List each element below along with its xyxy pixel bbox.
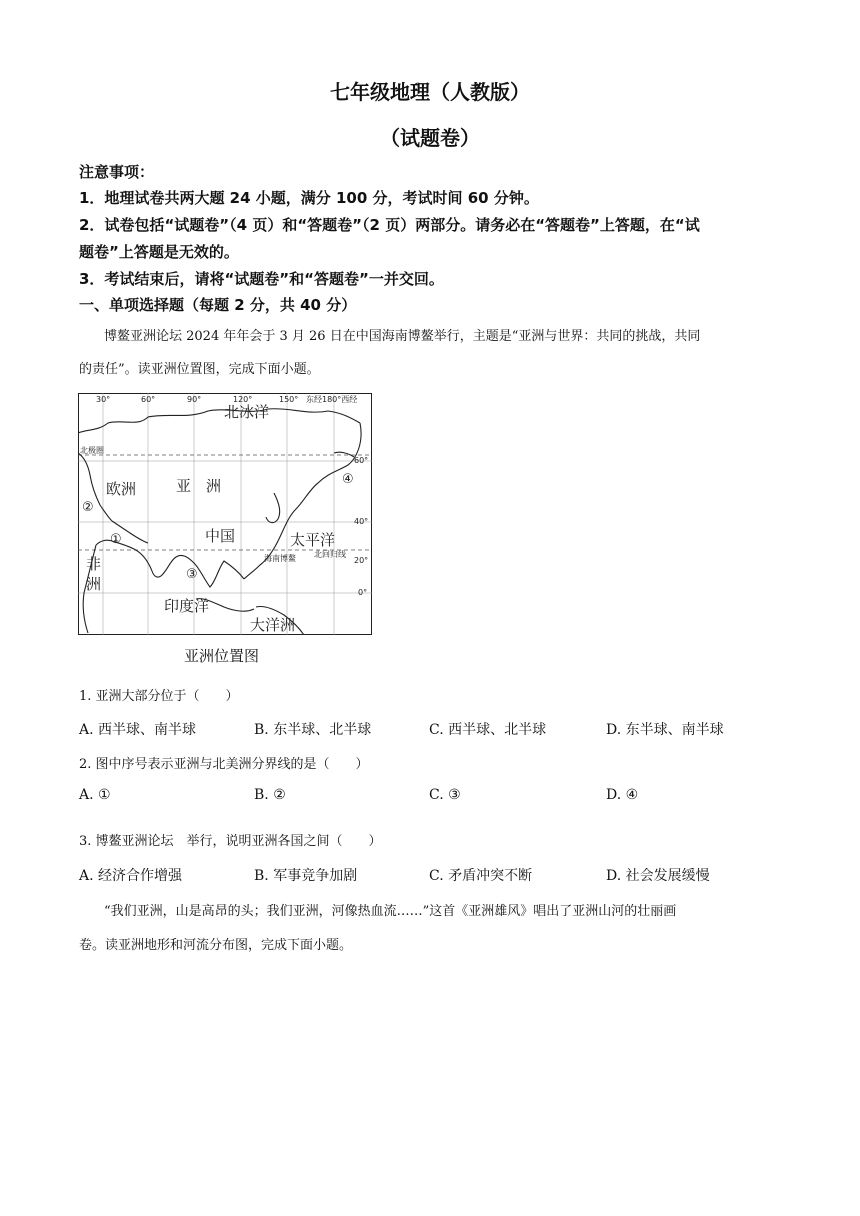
asia-label: 亚 洲	[176, 477, 222, 495]
oceania-label: 大洋洲	[250, 616, 296, 634]
marker-1: ①	[110, 532, 122, 547]
passage-text: 卷。读亚洲地形和河流分布图，完成下面小题。	[79, 938, 353, 953]
option-c: C. ③	[429, 787, 461, 803]
page-title: 七年级地理（人教版）	[330, 80, 530, 104]
asia-location-map	[78, 393, 372, 635]
arctic-ocean-label: 北冰洋	[224, 403, 270, 421]
note-item: 2．试卷包括“试题卷”（4 页）和“答题卷”（2 页）两部分。请务必在“答题卷”上答题，在“试	[79, 216, 700, 234]
page-subtitle: （试题卷）	[380, 126, 480, 150]
option-d: D. 社会发展缓慢	[606, 868, 710, 884]
marker-4: ④	[342, 472, 354, 487]
option-a: A. 西半球、南半球	[79, 722, 197, 738]
intro-text: 的责任”。读亚洲位置图，完成下面小题。	[79, 362, 320, 377]
question-stem: 3. 博鳌亚洲论坛 举行，说明亚洲各国之间（ ）	[79, 834, 382, 849]
longitude-label: 120°	[233, 395, 253, 404]
longitude-label: 90°	[187, 395, 202, 404]
marker-2: ②	[82, 500, 94, 515]
longitude-label: 150°	[279, 395, 299, 404]
option-a: A. 经济合作增强	[79, 868, 183, 884]
latitude-label: 0°	[358, 588, 368, 597]
note-item: 3．考试结束后，请将“试题卷”和“答题卷”一并交回。	[79, 270, 444, 288]
longitude-label: 60°	[141, 395, 156, 404]
option-c: C. 矛盾冲突不断	[429, 868, 533, 884]
question-stem: 1. 亚洲大部分位于（ ）	[79, 689, 239, 704]
question-stem: 2. 图中序号表示亚洲与北美洲分界线的是（ ）	[79, 757, 369, 772]
option-a: A. ①	[79, 787, 111, 803]
marker-3: ③	[186, 567, 198, 582]
latitude-label: 20°	[354, 556, 369, 565]
intro-text: 博鳌亚洲论坛 2024 年年会于 3 月 26 日在中国海南博鳌举行，主题是“亚洲与世界：共同的挑战，共同	[104, 329, 701, 344]
tropic-label: 北回归线	[314, 550, 346, 559]
section-heading: 一、单项选择题（每题 2 分，共 40 分）	[79, 296, 357, 314]
latitude-label: 40°	[354, 517, 369, 526]
note-item: 1．地理试卷共两大题 24 小题，满分 100 分，考试时间 60 分钟。	[79, 189, 539, 207]
latitude-label: 60°	[354, 456, 369, 465]
africa-label: 洲	[86, 575, 102, 593]
arctic-circle-label: 北极圈	[80, 446, 104, 455]
africa-label: 非	[86, 555, 102, 573]
boao-label: 海南博鳌	[264, 554, 296, 563]
note-item: 题卷”上答题是无效的。	[79, 243, 239, 261]
option-b: B. ②	[254, 787, 286, 803]
europe-label: 欧洲	[106, 480, 137, 498]
china-label: 中国	[205, 527, 236, 545]
map-caption: 亚洲位置图	[184, 647, 260, 665]
notes-heading: 注意事项：	[79, 163, 155, 181]
option-d: D. 东半球、南半球	[606, 722, 724, 738]
longitude-label: 30°	[96, 395, 111, 404]
option-d: D. ④	[606, 787, 639, 803]
passage-text: “我们亚洲，山是高昂的头；我们亚洲，河像热血流……”这首《亚洲雄风》唱出了亚洲山河的壮丽画	[104, 904, 677, 919]
pacific-label: 太平洋	[290, 531, 336, 549]
option-c: C. 西半球、北半球	[429, 722, 547, 738]
longitude-label: 东经180°西经	[306, 395, 358, 404]
option-b: B. 东半球、北半球	[254, 722, 372, 738]
option-b: B. 军事竞争加剧	[254, 868, 358, 884]
indian-ocean-label: 印度洋	[164, 597, 210, 615]
